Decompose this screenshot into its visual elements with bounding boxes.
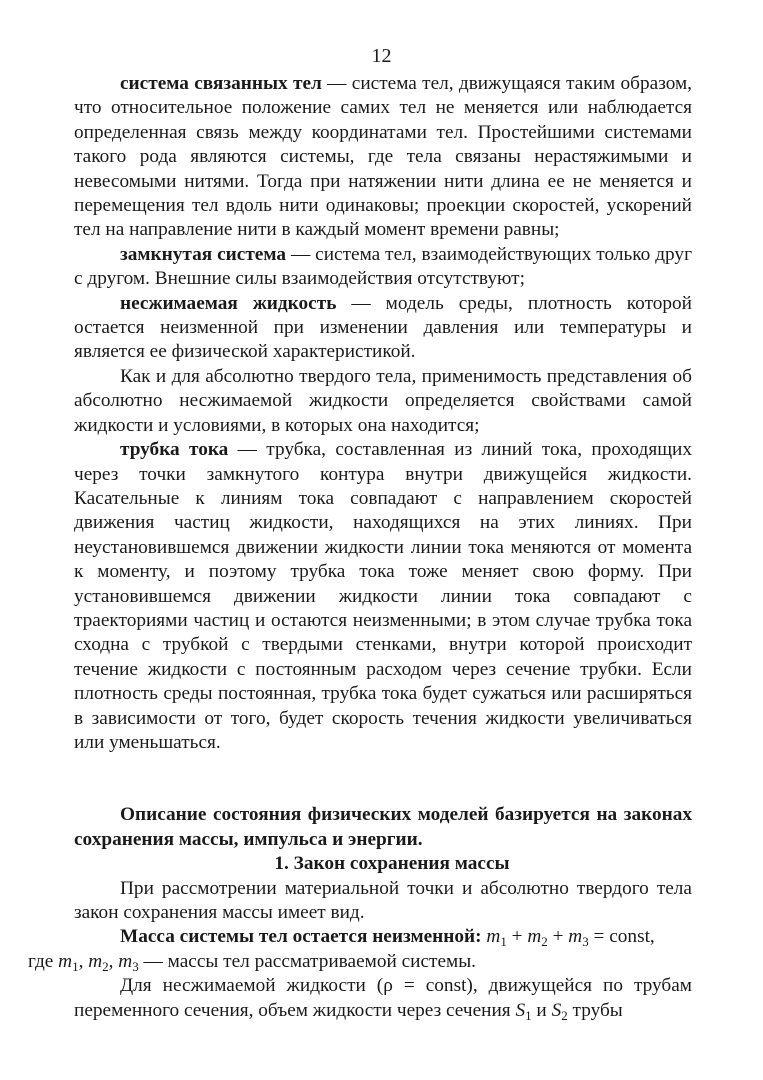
- paragraph-incompressible-flow: Для несжимаемой жидкости (ρ = const), движущейся по трубам переменного сечения, объем жидкости через сечения $S_1$ и $S_2$ трубы: [74, 975, 692, 1023]
- page-content: [28, 72, 692, 1023]
- paragraph-material-point: При рассмотрении материальной точки и абсолютно твердого тела закон сохранения массы имеет вид.: [74, 877, 692, 923]
- term-connected-bodies: система связанных тел: [120, 73, 322, 94]
- definition-paragraph-closed-system: [74, 243, 692, 292]
- definition-paragraph-stream-tube: [74, 438, 692, 755]
- law-statement: Масса системы тел остается неизменной:: [120, 926, 482, 948]
- definition-text: — трубка, составленная из линий тока, проходящих через точки замкнутого контура внутри движущейся жидкости. Касательные к линиям тока совпадают с направлением скоростей движения частиц жидкости, находящихся на этих линиях. При неустановившемся движении жидкости линии тока меняются от момента к моменту, и поэтому трубка тока тоже меняет свою форму. При установившемся движении жидкости линии тока совпадают с траекториями частиц и остаются неизменными; в этом случае трубка тока сходна с трубкой с твердыми стенками, внутри которой происходит течение жидкости с постоянным расходом через сечение трубки. Если плотность среды постоянная, трубка тока будет сужаться или расширяться в зависимости от того, будет скорость течения жидкости увеличиваться или уменьшаться.: [74, 439, 692, 753]
- paragraph-applicability: Как и для абсолютно твердого тела, применимость представления об абсолютно несжимаемой жидкости определяется свойствами самой жидкости и условиями, в которых она находится;: [74, 365, 692, 436]
- definition-text: — система тел, движущаяся таким образом, что относительное положение самих тел не меняется или наблюдается определенная связь между координатами тел. Простейшими системами такого рода являются системы, где тела связаны нерастяжимыми и невесомыми нитями. Тогда при натяжении нити длина ее не меняется и перемещения тел вдоль нити одинаковы; проекции скоростей, ускорений тел на направление нити в каждый момент времени равны;: [74, 73, 692, 241]
- paragraph-mass-conservation: Масса системы тел остается неизменной: $m_1 + m_2 + m_3$ = const, где $m_1$, $m_2$, $m_3$ — массы тел рассматриваемой системы.: [28, 926, 655, 974]
- term-incompressible-fluid: несжимаемая жидкость: [120, 292, 337, 314]
- section-heading: 1. Закон сохранения массы: [274, 853, 510, 875]
- page-number: 12: [371, 45, 392, 67]
- term-closed-system: замкнутая система: [120, 243, 286, 265]
- definition-text: — модель среды, плотность которой остается неизменной при изменении давления или температуры и является ее физической характеристикой.: [74, 292, 692, 363]
- definition-paragraph-connected-bodies: [74, 72, 692, 243]
- definition-paragraph-incompressible-fluid: [74, 292, 692, 365]
- definition-text: — система тел, взаимодействующих только друг с другом. Внешние силы взаимодействия отсутствуют;: [74, 243, 692, 290]
- spacer: [74, 755, 692, 803]
- conservation-laws-statement: Описание состояния физических моделей базируется на законах сохранения массы, импульса и энергии.: [74, 804, 692, 850]
- term-stream-tube: трубка тока: [120, 439, 229, 461]
